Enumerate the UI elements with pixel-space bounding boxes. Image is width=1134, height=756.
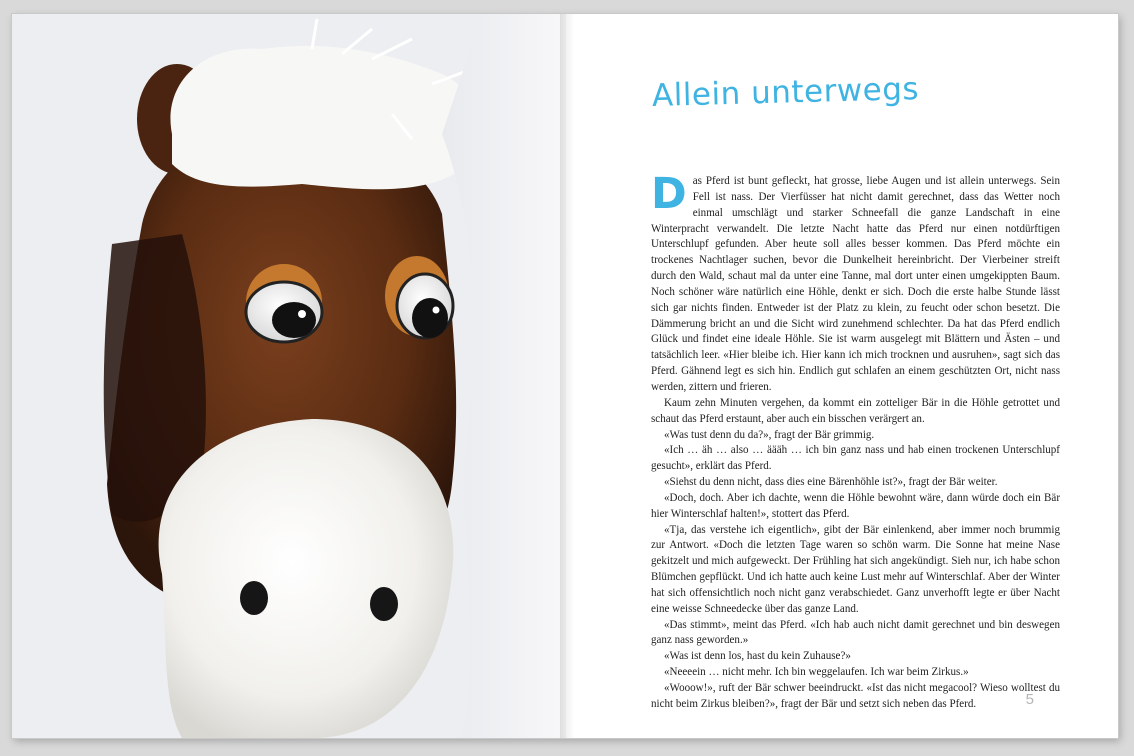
paragraph: «Doch, doch. Aber ich dachte, wenn die Höhle bewohnt wäre, dann würde doch ein Bär hier Winterschlaf halten!», stottert das Pferd. bbox=[651, 491, 1060, 520]
story-text bbox=[651, 169, 1060, 713]
text-page bbox=[566, 14, 1118, 738]
paragraph: «Neeeein … nicht mehr. Ich bin weggelaufen. Ich war beim Zirkus.» bbox=[664, 666, 969, 679]
book-spread bbox=[12, 14, 1118, 738]
paragraph: «Ich … äh … also … äääh … ich bin ganz nass und hab einen trockenen Unterschlupf gesucht», erklärt das Pferd. bbox=[651, 444, 1060, 473]
page-number: 5 bbox=[1025, 691, 1034, 708]
paragraph: Das Pferd ist bunt gefleckt, hat grosse, liebe Augen und ist allein unterwegs. Sein Fell ist nass. Der Vierfüsser hat nicht damit gerechnet, dass das Wetter noch einmal umschlägt und starker Schneefall die ganze Landschaft in eine Winterpracht verwandelt. Die letzte Nacht hatte das Pferd nur einen notdürftigen Unterschlupf gefunden. Aber heute soll alles besser kommen. Das Pferd möchte ein trockenes Nachtlager suchen, bevor die Dunkelheit hereinbricht. Der Vierbeiner streift durch den Wald, schaut mal da unter eine Tanne, mal dort unter einen umgekippten Baum. Noch schöner wäre natürlich eine Höhle, denkt er sich. Doch die erste halbe Stunde lässt sich gar nichts finden. Entweder ist der Platz zu klein, zu feucht oder schon besetzt. Die Dämmerung bricht an und die Sicht wird zunehmend schlechter. Da hat das Pferd endlich Glück und findet eine ideale Höhle. Sie ist warm ausgelegt mit Blättern und Ästen – und tatsächlich leer. «Hier bleibe ich. Hier kann ich mich trocknen und ausruhen», sagt sich das Pferd. Gähnend legt es sich hin. Endlich gut schlafen an einem geschützten Ort, nicht nass werden, zittern und frieren. bbox=[651, 169, 1060, 393]
right-nostril bbox=[370, 587, 398, 621]
paragraph: «Was tust denn du da?», fragt der Bär grimmig. bbox=[664, 428, 875, 441]
paragraph: «Tja, das verstehe ich eigentlich», gibt der Bär einlenkend, aber immer noch brummig zur Antwort. «Doch die letzten Tage waren so schön warm. Die Sonne hat meine Nase gekitzelt und mich aufgeweckt. Der Frühling hat sich angekündigt. Sieh nur, ich habe schon Blümchen gepflückt. Und ich hatte auch keine Lust mehr auf Winterschlaf. Aber der Winter hat sich offensichtlich noch nicht ganz verabschiedet. Ganz unverhofft legte er über Nacht eine weisse Schneedecke über das ganze Land. bbox=[651, 523, 1060, 615]
chapter-title: Allein unterwegs bbox=[651, 71, 920, 114]
paragraph: «Das stimmt», meint das Pferd. «Ich hab auch nicht damit gerechnet und bin deswegen ganz nass geworden.» bbox=[651, 618, 1060, 647]
paragraph: Kaum zehn Minuten vergehen, da kommt ein zotteliger Bär in die Höhle getrottet und schaut das Pferd erstaunt, aber auch ein bisschen verärgert an. bbox=[651, 396, 1060, 425]
paragraph: «Was ist denn los, hast du kein Zuhause?» bbox=[664, 650, 851, 663]
left-nostril bbox=[240, 581, 268, 615]
paragraph: «Wooow!», ruft der Bär schwer beeindruckt. «Ist das nicht megacool? Wieso wolltest du nicht beim Zirkus bleiben?», fragt der Bär und setzt sich neben das Pferd. bbox=[651, 682, 1060, 710]
paragraph: «Siehst du denn nicht, dass dies eine Bärenhöhle ist?», fragt der Bär weiter. bbox=[664, 476, 998, 489]
left-eye bbox=[246, 264, 322, 342]
plush-horse-photo bbox=[12, 14, 566, 738]
drop-cap: D bbox=[651, 169, 687, 219]
